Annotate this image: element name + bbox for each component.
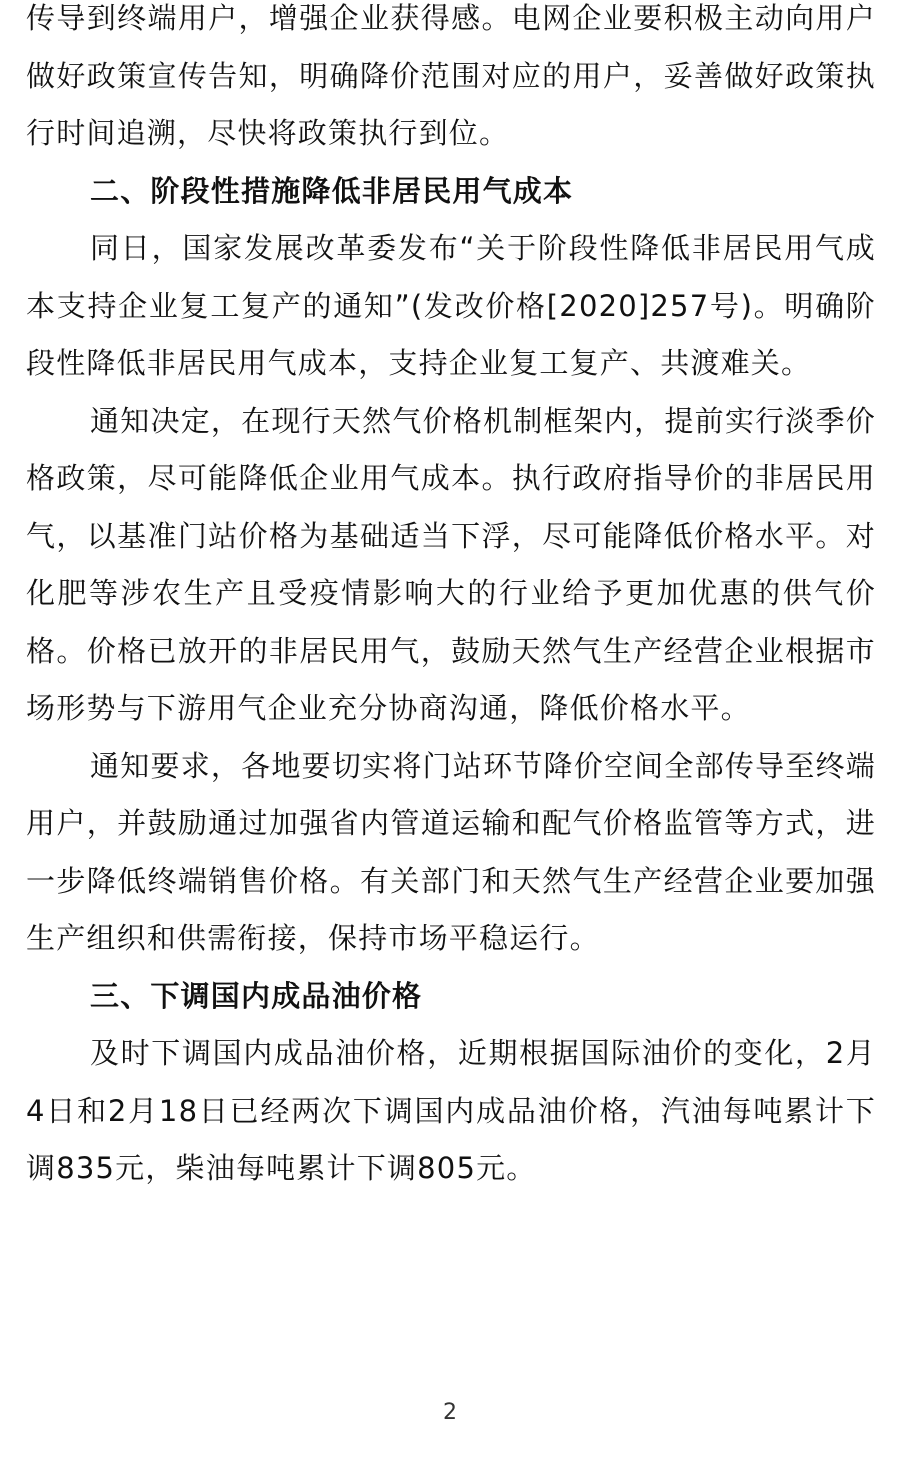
paragraph-gas-requirement: 通知要求，各地要切实将门站环节降价空间全部传导至终端用户，并鼓励通过加强省内管道运输和配气价格监管等方式，进一步降低终端销售价格。有关部门和天然气生产经营企业要加强生产组织和供需衔接，保持市场平稳运行。 [26,748,876,955]
page-number: 2 [443,1400,457,1425]
section-heading-2: 二、阶段性措施降低非居民用气成本 [90,173,574,208]
paragraph-continued: 传导到终端用户，增强企业获得感。电网企业要积极主动向用户做好政策宣传告知，明确降价范围对应的用户，妥善做好政策执行时间追溯，尽快将政策执行到位。 [26,1,876,150]
paragraph-oil-price: 及时下调国内成品油价格，近期根据国际油价的变化，2月4日和2月18日已经两次下调国内成品油价格，汽油每吨累计下调835元，柴油每吨累计下调805元。 [26,1036,876,1185]
document-body [26,0,876,1198]
section-heading-3: 三、下调国内成品油价格 [90,978,423,1013]
paragraph-gas-decision: 通知决定，在现行天然气价格机制框架内，提前实行淡季价格政策，尽可能降低企业用气成本。执行政府指导价的非居民用气，以基准门站价格为基础适当下浮，尽可能降低价格水平。对化肥等涉农生产且受疫情影响大的行业给予更加优惠的供气价格。价格已放开的非居民用气，鼓励天然气生产经营企业根据市场形势与下游用气企业充分协商沟通，降低价格水平。 [26,403,876,725]
paragraph-gas-notice: 同日，国家发展改革委发布“关于阶段性降低非居民用气成本支持企业复工复产的通知”(发改价格[2020]257号)。明确阶段性降低非居民用气成本，支持企业复工复产、共渡难关。 [26,231,876,380]
